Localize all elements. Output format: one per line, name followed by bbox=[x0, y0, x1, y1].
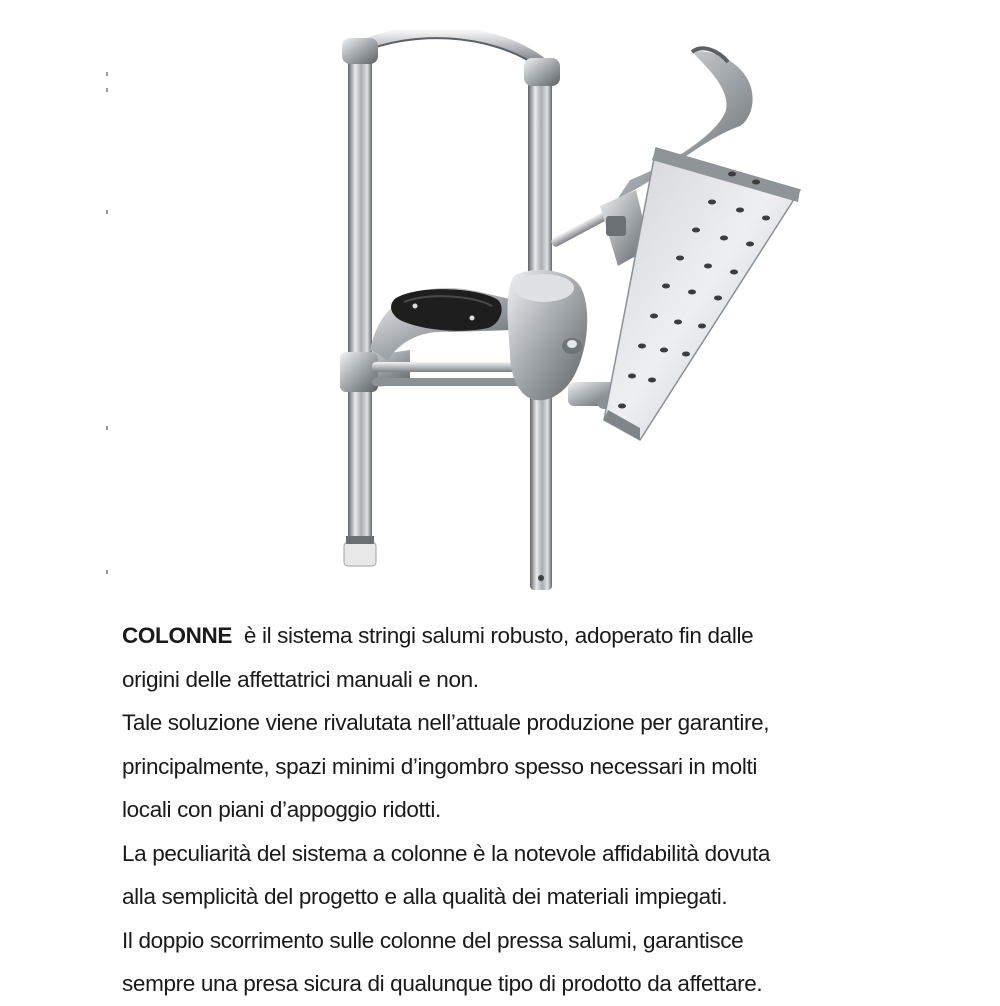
description-line-8: Il doppio scorrimento sulle colonne del pressa salumi, garantisce bbox=[122, 927, 744, 953]
description-line-5: locali con piani d’appoggio ridotti. bbox=[122, 797, 441, 822]
description-line-6: La peculiarità del sistema a colonne è la notevole affidabilità dovuta bbox=[122, 840, 771, 866]
product-photo bbox=[300, 30, 820, 610]
description-line-4: principalmente, spazi minimi d’ingombro spesso necessari in molti bbox=[122, 753, 758, 779]
description-line-3: Tale soluzione viene rivalutata nell’attuale produzione per garantire, bbox=[122, 710, 770, 735]
margin-crop-marks bbox=[106, 70, 110, 590]
salami-press-illustration bbox=[300, 30, 820, 610]
description-line-2: origini delle affettatrici manuali e non. bbox=[122, 666, 479, 692]
description-line-7: alla semplicità del progetto e alla qualità dei materiali impiegati. bbox=[122, 884, 728, 909]
product-name: COLONNE bbox=[122, 623, 233, 648]
description-line-1 bbox=[122, 614, 882, 658]
product-description bbox=[122, 614, 882, 1006]
description-text: è il sistema stringi salumi robusto, adoperato fin dalle bbox=[243, 623, 754, 648]
description-line-9: sempre una presa sicura di qualunque tipo di prodotto da affettare. bbox=[122, 971, 763, 996]
